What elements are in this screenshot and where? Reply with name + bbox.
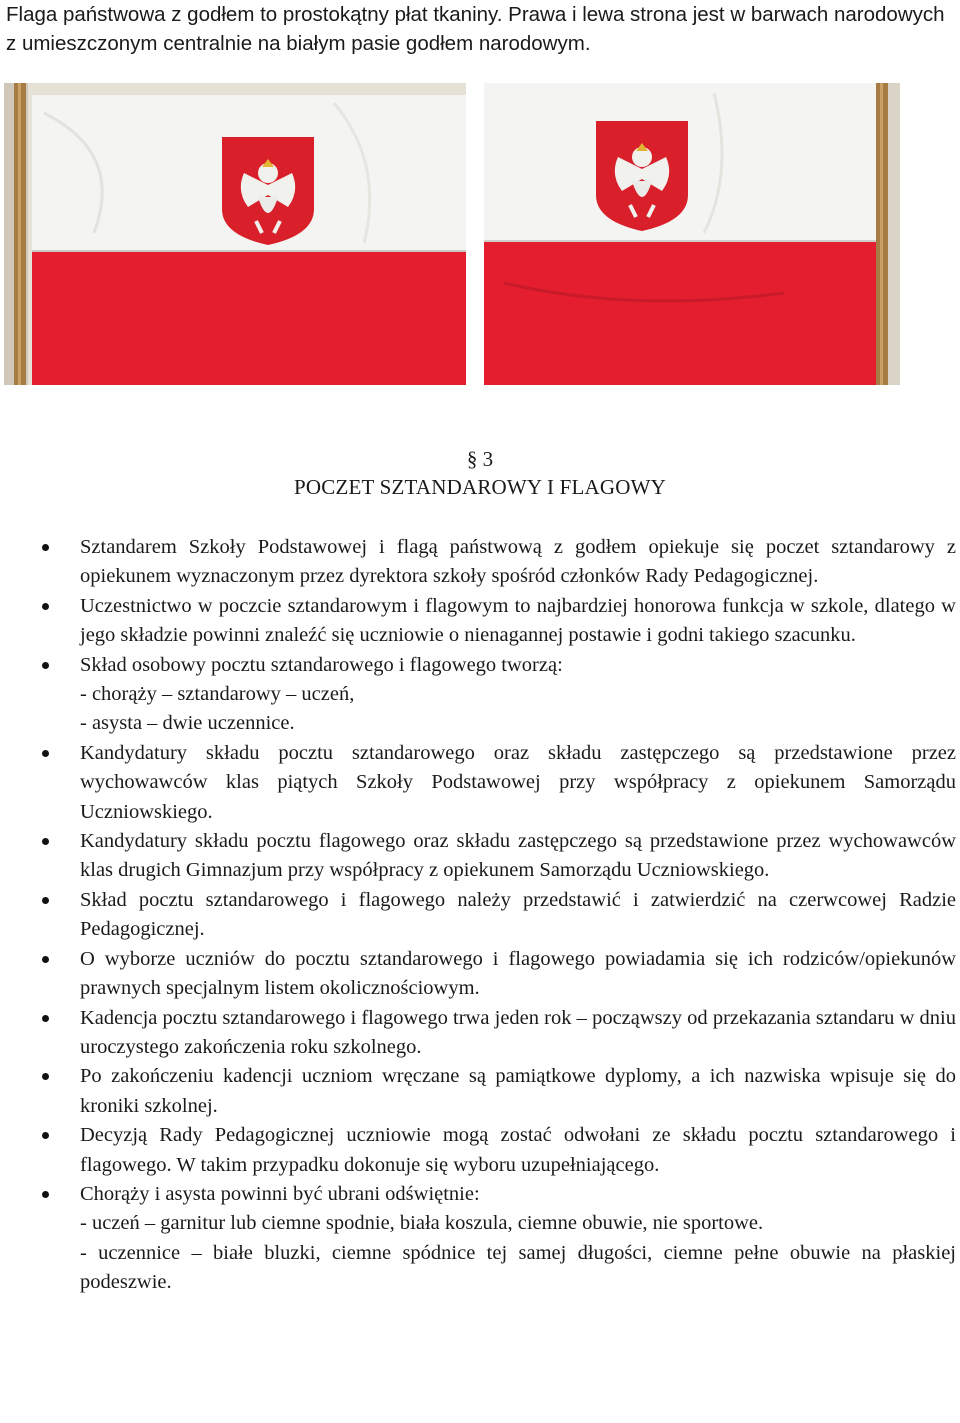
list-item-text: Uczestnictwo w poczcie sztandarowym i flagowym to najbardziej honorowa funkcja w szkole, dlatego w jego składzie powinni znaleźć się uczniowie o nienagannej postawie i godni takiego szacunku. [80, 594, 956, 647]
list-item-text: Sztandarem Szkoły Podstawowej i flagą państwową z godłem opiekuje się poczet sztandarowy z opiekunem wyznaczonym przez dyrektora szkoły spośród członków Rady Pedagogicznej. [80, 536, 956, 588]
list-subitem: - uczeń – garnitur lub ciemne spodnie, biała koszula, ciemne obuwie, nie sportowe. [80, 1212, 764, 1235]
bullet-icon [42, 603, 49, 610]
bullet-icon [42, 838, 49, 845]
list-subitem: - uczennice – białe bluzki, ciemne spódnice tej samej długości, ciemne pełne obuwie na płaskiej podeszwie. [80, 1241, 956, 1294]
list-item [0, 886, 960, 945]
list-item [0, 1004, 960, 1063]
bullet-icon [42, 662, 49, 669]
list-item-text: Skład pocztu sztandarowego i flagowego należy przedstawić i zatwierdzić na czerwcowej Radzie Pedagogicznej. [80, 888, 956, 941]
list-item [0, 1121, 960, 1180]
list-item-text: Kadencja pocztu sztandarowego i flagowego trwa jeden rok – począwszy od przekazania sztandaru w dniu uroczystego zakończenia roku szkolnego. [80, 1006, 956, 1058]
list-item-text: Decyzją Rady Pedagogicznej uczniowie mogą zostać odwołani ze składu pocztu sztandarowego i flagowego. W takim przypadku dokonuje się wyboru uzupełniającego. [80, 1124, 956, 1176]
rules-list [0, 533, 960, 1298]
list-item-text: Po zakończeniu kadencji uczniom wręczane są pamiątkowe dyplomy, a ich nazwiska wpisuje się do kroniki szkolnej. [80, 1065, 956, 1117]
list-item [0, 533, 960, 592]
list-item [0, 945, 960, 1004]
list-item [0, 592, 960, 651]
list-item-text: Chorąży i asysta powinni być ubrani odświętnie: [80, 1182, 480, 1205]
bullet-icon [42, 897, 49, 904]
coat-of-arms-left [222, 137, 314, 245]
flag-photo-right [484, 83, 900, 385]
list-item [0, 1180, 960, 1298]
flag-photos [0, 83, 960, 385]
list-item [0, 651, 960, 739]
intro-paragraph: Flaga państwowa z godłem to prostokątny płat tkaniny. Prawa i lewa strona jest w barwach narodowych z umieszczonym centralnie na białym pasie godłem narodowym. [6, 3, 945, 55]
section-number: § 3 [466, 447, 494, 471]
bullet-icon [42, 956, 49, 963]
section-title: POCZET SZTANDAROWY I FLAGOWY [294, 475, 666, 499]
list-subitem: - chorąży – sztandarowy – uczeń, [80, 683, 355, 706]
flag-photo-left [4, 83, 466, 385]
list-item-text: Skład osobowy pocztu sztandarowego i flagowego tworzą: [80, 653, 563, 676]
bullet-icon [42, 1073, 49, 1080]
list-item [0, 1062, 960, 1121]
list-subitem: - asysta – dwie uczennice. [80, 712, 295, 735]
bullet-icon [42, 544, 49, 551]
bullet-icon [42, 1191, 49, 1198]
list-item [0, 827, 960, 886]
bullet-icon [42, 1015, 49, 1022]
coat-of-arms-right [596, 121, 688, 231]
bullet-icon [42, 750, 49, 757]
list-item [0, 739, 960, 827]
list-item-text: Kandydatury składu pocztu sztandarowego oraz składu zastępczego są przedstawione przez wychowawców klas piątych Szkoły Podstawowej przy współpracy z opiekunem Samorządu Uczniowskiego. [80, 741, 956, 823]
bullet-icon [42, 1132, 49, 1139]
list-item-text: Kandydatury składu pocztu flagowego oraz składu zastępczego są przedstawione przez wychowawców klas drugich Gimnazjum przy współpracy z opiekunem Samorządu Uczniowskiego. [80, 830, 956, 882]
list-item-text: O wyborze uczniów do pocztu sztandarowego i flagowego powiadamia się ich rodziców/opiekunów prawnych specjalnym listem okolicznościowym. [80, 947, 956, 1000]
